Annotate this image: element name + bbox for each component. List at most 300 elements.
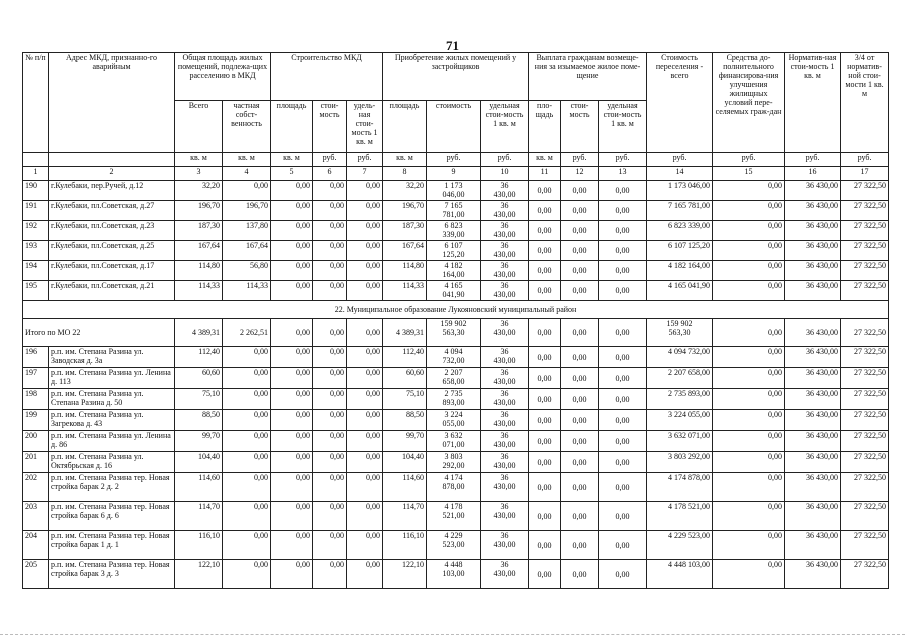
total-area: 187,30 xyxy=(175,221,223,241)
purchase-unit-cost xyxy=(481,221,529,241)
purchase-cost-line2: 732,00 xyxy=(442,356,465,365)
payment-unit-cost: 0,00 xyxy=(599,347,647,368)
total-area: 114,33 xyxy=(175,281,223,301)
norm-cost: 36 430,00 xyxy=(785,452,841,473)
purchase-cost-line2: 046,00 xyxy=(442,190,465,199)
total-area: 104,40 xyxy=(175,452,223,473)
purchase-unit-cost-line1: 36 xyxy=(500,221,509,230)
purchase-cost-line1: 3 224 xyxy=(444,410,463,419)
purchase-unit-cost-line2: 430,00 xyxy=(493,540,516,549)
three-quarters-cost: 27 322,50 xyxy=(841,452,889,473)
purchase-cost xyxy=(427,410,481,431)
column-number: 4 xyxy=(223,167,271,181)
purchase-unit-cost-line1: 36 xyxy=(500,261,509,270)
total-area: 114,60 xyxy=(175,473,223,502)
resettlement-cost: 4 229 523,00 xyxy=(647,531,713,560)
three-quarters-cost: 27 322,50 xyxy=(841,319,889,347)
row-address: р.п. им. Степана Разина ул. Ленина д. 86 xyxy=(49,431,175,452)
resettlement-cost: 7 165 781,00 xyxy=(647,201,713,221)
construction-cost: 0,00 xyxy=(313,221,347,241)
private-area: 0,00 xyxy=(223,181,271,201)
purchase-cost-line1: 4 229 xyxy=(444,531,463,540)
purchase-unit-cost xyxy=(481,181,529,201)
purchase-unit-cost xyxy=(481,431,529,452)
row-number: 192 xyxy=(23,221,49,241)
payment-area: 0,00 xyxy=(529,531,561,560)
purchase-unit-cost-line2: 430,00 xyxy=(493,482,516,491)
payment-area: 0,00 xyxy=(529,221,561,241)
private-area: 0,00 xyxy=(223,531,271,560)
total-area: 114,80 xyxy=(175,261,223,281)
payment-cost: 0,00 xyxy=(561,368,599,389)
purchase-unit-cost xyxy=(481,560,529,589)
section-row xyxy=(23,301,889,319)
payment-cost: 0,00 xyxy=(561,410,599,431)
purchase-unit-cost-line2: 430,00 xyxy=(493,511,516,520)
norm-cost: 36 430,00 xyxy=(785,281,841,301)
payment-area: 0,00 xyxy=(529,181,561,201)
payment-unit-cost: 0,00 xyxy=(599,368,647,389)
column-numbers-row xyxy=(23,167,889,181)
construction-area: 0,00 xyxy=(271,319,313,347)
row-address: р.п. им. Степана Разина тер. Новая стройка барак 1 д. 1 xyxy=(49,531,175,560)
purchase-unit-cost xyxy=(481,201,529,221)
header-payment: Выплата гражданам возмеще-ния за изымаемое жилое поме-щение xyxy=(529,53,647,101)
construction-area: 0,00 xyxy=(271,431,313,452)
row-number: 204 xyxy=(23,531,49,560)
purchase-cost-line2: 125,20 xyxy=(442,250,465,259)
purchase-cost-line2: 103,00 xyxy=(442,569,465,578)
purchase-cost xyxy=(427,531,481,560)
construction-unit-cost: 0,00 xyxy=(347,181,383,201)
table-row xyxy=(23,431,889,452)
purchase-area: 4 389,31 xyxy=(383,319,427,347)
purchase-cost xyxy=(427,347,481,368)
table-row xyxy=(23,241,889,261)
column-number: 6 xyxy=(313,167,347,181)
payment-area: 0,00 xyxy=(529,281,561,301)
table-row xyxy=(23,531,889,560)
page-edge xyxy=(0,634,905,636)
purchase-cost-line1: 7 165 xyxy=(444,201,463,210)
purchase-area: 88,50 xyxy=(383,410,427,431)
norm-cost: 36 430,00 xyxy=(785,473,841,502)
extra-funds: 0,00 xyxy=(713,347,785,368)
unit-cell: кв. м xyxy=(383,153,427,167)
construction-unit-cost: 0,00 xyxy=(347,201,383,221)
construction-cost: 0,00 xyxy=(313,347,347,368)
row-number: 201 xyxy=(23,452,49,473)
purchase-cost-line2: 339,00 xyxy=(442,230,465,239)
unit-cell: кв. м xyxy=(223,153,271,167)
purchase-cost xyxy=(427,452,481,473)
construction-unit-cost: 0,00 xyxy=(347,281,383,301)
construction-cost: 0,00 xyxy=(313,319,347,347)
purchase-cost xyxy=(427,473,481,502)
sub-unit-cost: удельная стои-мость 1 кв. м xyxy=(599,101,647,153)
table-row xyxy=(23,261,889,281)
resettlement-cost: 6 107 125,20 xyxy=(647,241,713,261)
construction-area: 0,00 xyxy=(271,410,313,431)
construction-area: 0,00 xyxy=(271,531,313,560)
resettlement-cost: 4 174 878,00 xyxy=(647,473,713,502)
resettlement-cost: 1 173 046,00 xyxy=(647,181,713,201)
purchase-cost-line1: 3 803 xyxy=(444,452,463,461)
payment-area: 0,00 xyxy=(529,261,561,281)
extra-funds: 0,00 xyxy=(713,368,785,389)
norm-cost: 36 430,00 xyxy=(785,410,841,431)
sub-area: пло-щадь xyxy=(529,101,561,153)
column-number: 10 xyxy=(481,167,529,181)
purchase-unit-cost xyxy=(481,473,529,502)
construction-cost: 0,00 xyxy=(313,261,347,281)
units-row xyxy=(23,153,889,167)
construction-area: 0,00 xyxy=(271,389,313,410)
purchase-cost-line2: 878,00 xyxy=(442,482,465,491)
purchase-unit-cost-line1: 36 xyxy=(500,560,509,569)
construction-area: 0,00 xyxy=(271,221,313,241)
purchase-cost-line2: 055,00 xyxy=(442,419,465,428)
construction-area: 0,00 xyxy=(271,241,313,261)
private-area: 0,00 xyxy=(223,347,271,368)
payment-unit-cost: 0,00 xyxy=(599,560,647,589)
norm-cost: 36 430,00 xyxy=(785,319,841,347)
purchase-unit-cost-line1: 36 xyxy=(500,473,509,482)
three-quarters-cost: 27 322,50 xyxy=(841,261,889,281)
purchase-unit-cost-line2: 430,00 xyxy=(493,419,516,428)
purchase-unit-cost-line1: 36 xyxy=(500,368,509,377)
purchase-unit-cost xyxy=(481,502,529,531)
private-area: 0,00 xyxy=(223,473,271,502)
row-address: г.Кулебаки, пер.Ручей, д.12 xyxy=(49,181,175,201)
purchase-cost-line1: 4 448 xyxy=(444,560,463,569)
total-area: 88,50 xyxy=(175,410,223,431)
purchase-cost-line1: 3 632 xyxy=(444,431,463,440)
purchase-cost-line1: 4 174 xyxy=(444,473,463,482)
private-area: 56,80 xyxy=(223,261,271,281)
total-area: 122,10 xyxy=(175,560,223,589)
row-number: 205 xyxy=(23,560,49,589)
purchase-unit-cost-line1: 36 xyxy=(500,281,509,290)
payment-cost: 0,00 xyxy=(561,261,599,281)
construction-cost: 0,00 xyxy=(313,281,347,301)
table-row xyxy=(23,473,889,502)
row-address: г.Кулебаки, пл.Советская, д.27 xyxy=(49,201,175,221)
three-quarters-cost: 27 322,50 xyxy=(841,281,889,301)
payment-unit-cost: 0,00 xyxy=(599,452,647,473)
purchase-cost-line1: 6 107 xyxy=(444,241,463,250)
sub-area: площадь xyxy=(383,101,427,153)
payment-cost: 0,00 xyxy=(561,452,599,473)
purchase-unit-cost-line1: 36 xyxy=(500,347,509,356)
row-address: р.п. им. Степана Разина тер. Новая стройка барак 6 д. 6 xyxy=(49,502,175,531)
row-address: г.Кулебаки, пл.Советская, д.23 xyxy=(49,221,175,241)
table-row xyxy=(23,347,889,368)
purchase-cost-line1: 1 173 xyxy=(444,181,463,190)
row-number: 202 xyxy=(23,473,49,502)
purchase-cost-line2: 164,00 xyxy=(442,270,465,279)
construction-cost: 0,00 xyxy=(313,452,347,473)
purchase-cost xyxy=(427,319,481,347)
purchase-area: 122,10 xyxy=(383,560,427,589)
construction-cost: 0,00 xyxy=(313,368,347,389)
purchase-unit-cost-line2: 430,00 xyxy=(493,440,516,449)
resettlement-cost: 4 165 041,90 xyxy=(647,281,713,301)
unit-cell: руб. xyxy=(313,153,347,167)
three-quarters-cost: 27 322,50 xyxy=(841,531,889,560)
payment-unit-cost: 0,00 xyxy=(599,531,647,560)
row-address: р.п. им. Степана Разина ул. Ленина д. 113 xyxy=(49,368,175,389)
table-row xyxy=(23,221,889,241)
three-quarters-cost: 27 322,50 xyxy=(841,221,889,241)
payment-cost: 0,00 xyxy=(561,221,599,241)
header-norm-cost: Норматив-ная стои-мость 1 кв. м xyxy=(785,53,841,153)
construction-cost: 0,00 xyxy=(313,431,347,452)
row-number: 200 xyxy=(23,431,49,452)
construction-area: 0,00 xyxy=(271,201,313,221)
payment-unit-cost: 0,00 xyxy=(599,181,647,201)
row-address: р.п. им. Степана Разина ул. Загрекова д. 43 xyxy=(49,410,175,431)
column-number: 15 xyxy=(713,167,785,181)
construction-cost: 0,00 xyxy=(313,241,347,261)
payment-area: 0,00 xyxy=(529,502,561,531)
purchase-area: 104,40 xyxy=(383,452,427,473)
purchase-cost xyxy=(427,389,481,410)
row-address: г.Кулебаки, пл.Советская, д.21 xyxy=(49,281,175,301)
unit-cell: руб. xyxy=(841,153,889,167)
private-area: 0,00 xyxy=(223,560,271,589)
purchase-cost-line2: 781,00 xyxy=(442,210,465,219)
resettlement-cost xyxy=(647,319,713,347)
payment-cost: 0,00 xyxy=(561,389,599,410)
resettlement-cost-line1: 159 902 xyxy=(666,319,693,328)
resettlement-cost: 3 803 292,00 xyxy=(647,452,713,473)
three-quarters-cost: 27 322,50 xyxy=(841,368,889,389)
header-extra-funds: Средства до-полнительного финансирова-ния улучшения жилищных условий пере-селяемых граж-дан xyxy=(713,53,785,153)
payment-unit-cost: 0,00 xyxy=(599,281,647,301)
purchase-unit-cost-line2: 430,00 xyxy=(493,190,516,199)
unit-cell: руб. xyxy=(561,153,599,167)
row-address: г.Кулебаки, пл.Советская, д.25 xyxy=(49,241,175,261)
sub-area: площадь xyxy=(271,101,313,153)
purchase-cost-line2: 292,00 xyxy=(442,461,465,470)
table-row xyxy=(23,502,889,531)
unit-cell: руб. xyxy=(785,153,841,167)
norm-cost: 36 430,00 xyxy=(785,531,841,560)
three-quarters-cost: 27 322,50 xyxy=(841,347,889,368)
construction-area: 0,00 xyxy=(271,502,313,531)
total-area: 114,70 xyxy=(175,502,223,531)
construction-cost: 0,00 xyxy=(313,560,347,589)
row-number: 191 xyxy=(23,201,49,221)
purchase-cost-line1: 4 182 xyxy=(444,261,463,270)
purchase-unit-cost-line2: 430,00 xyxy=(493,569,516,578)
extra-funds: 0,00 xyxy=(713,452,785,473)
purchase-unit-cost xyxy=(481,261,529,281)
purchase-unit-cost-line1: 36 xyxy=(500,201,509,210)
purchase-cost-line1: 4 178 xyxy=(444,502,463,511)
extra-funds: 0,00 xyxy=(713,241,785,261)
resettlement-cost: 4 182 164,00 xyxy=(647,261,713,281)
purchase-unit-cost xyxy=(481,281,529,301)
private-area: 2 262,51 xyxy=(223,319,271,347)
private-area: 0,00 xyxy=(223,431,271,452)
table-row xyxy=(23,410,889,431)
extra-funds: 0,00 xyxy=(713,560,785,589)
norm-cost: 36 430,00 xyxy=(785,221,841,241)
row-number: 196 xyxy=(23,347,49,368)
sub-total: Всего xyxy=(175,101,223,153)
table-row xyxy=(23,181,889,201)
purchase-unit-cost-line1: 36 xyxy=(500,410,509,419)
payment-unit-cost: 0,00 xyxy=(599,201,647,221)
extra-funds: 0,00 xyxy=(713,201,785,221)
resettlement-cost: 3 224 055,00 xyxy=(647,410,713,431)
private-area: 0,00 xyxy=(223,410,271,431)
construction-cost: 0,00 xyxy=(313,181,347,201)
purchase-unit-cost-line2: 430,00 xyxy=(493,250,516,259)
purchase-area: 114,70 xyxy=(383,502,427,531)
purchase-unit-cost xyxy=(481,347,529,368)
construction-unit-cost: 0,00 xyxy=(347,431,383,452)
payment-unit-cost: 0,00 xyxy=(599,410,647,431)
extra-funds: 0,00 xyxy=(713,319,785,347)
total-area: 32,20 xyxy=(175,181,223,201)
purchase-cost-line2: 563,30 xyxy=(442,328,465,337)
purchase-unit-cost xyxy=(481,410,529,431)
purchase-unit-cost xyxy=(481,452,529,473)
payment-area: 0,00 xyxy=(529,473,561,502)
sub-unit-cost: удельная стои-мость 1 кв. м xyxy=(481,101,529,153)
three-quarters-cost: 27 322,50 xyxy=(841,201,889,221)
construction-unit-cost: 0,00 xyxy=(347,368,383,389)
header-construction: Строительство МКД xyxy=(271,53,383,101)
purchase-cost-line1: 4 165 xyxy=(444,281,463,290)
payment-area: 0,00 xyxy=(529,319,561,347)
table-row xyxy=(23,368,889,389)
purchase-area: 114,33 xyxy=(383,281,427,301)
construction-unit-cost: 0,00 xyxy=(347,473,383,502)
resettlement-cost: 2 735 893,00 xyxy=(647,389,713,410)
payment-area: 0,00 xyxy=(529,201,561,221)
payment-unit-cost: 0,00 xyxy=(599,389,647,410)
private-area: 0,00 xyxy=(223,502,271,531)
purchase-unit-cost xyxy=(481,389,529,410)
column-number: 13 xyxy=(599,167,647,181)
private-area: 137,80 xyxy=(223,221,271,241)
purchase-cost xyxy=(427,560,481,589)
payment-cost: 0,00 xyxy=(561,281,599,301)
purchase-cost-line1: 4 094 xyxy=(444,347,463,356)
extra-funds: 0,00 xyxy=(713,531,785,560)
purchase-unit-cost-line1: 36 xyxy=(500,531,509,540)
purchase-area: 99,70 xyxy=(383,431,427,452)
private-area: 196,70 xyxy=(223,201,271,221)
payment-unit-cost: 0,00 xyxy=(599,502,647,531)
sub-cost: стои-мость xyxy=(561,101,599,153)
payment-cost: 0,00 xyxy=(561,347,599,368)
purchase-cost-line1: 159 902 xyxy=(440,319,467,328)
payment-cost: 0,00 xyxy=(561,431,599,452)
three-quarters-cost: 27 322,50 xyxy=(841,181,889,201)
construction-cost: 0,00 xyxy=(313,201,347,221)
resettlement-table xyxy=(22,52,889,589)
extra-funds: 0,00 xyxy=(713,502,785,531)
column-number: 8 xyxy=(383,167,427,181)
extra-funds: 0,00 xyxy=(713,389,785,410)
construction-area: 0,00 xyxy=(271,261,313,281)
row-number: 193 xyxy=(23,241,49,261)
purchase-unit-cost-line2: 430,00 xyxy=(493,270,516,279)
extra-funds: 0,00 xyxy=(713,473,785,502)
purchase-area: 75,10 xyxy=(383,389,427,410)
purchase-unit-cost-line2: 430,00 xyxy=(493,328,516,337)
payment-area: 0,00 xyxy=(529,368,561,389)
header-total-area: Общая площадь жилых помещений, подлежа-щих расселению в МКД xyxy=(175,53,271,101)
header-purchase: Приобретение жилых помещений у застройщиков xyxy=(383,53,529,101)
construction-unit-cost: 0,00 xyxy=(347,410,383,431)
norm-cost: 36 430,00 xyxy=(785,560,841,589)
construction-area: 0,00 xyxy=(271,452,313,473)
row-address: р.п. им. Степана Разина ул. Степана Разина д. 50 xyxy=(49,389,175,410)
resettlement-cost: 6 823 339,00 xyxy=(647,221,713,241)
payment-area: 0,00 xyxy=(529,347,561,368)
construction-area: 0,00 xyxy=(271,473,313,502)
column-number: 5 xyxy=(271,167,313,181)
norm-cost: 36 430,00 xyxy=(785,368,841,389)
purchase-unit-cost-line2: 430,00 xyxy=(493,377,516,386)
sub-private: частная собст-венность xyxy=(223,101,271,153)
purchase-cost xyxy=(427,281,481,301)
purchase-cost-line2: 523,00 xyxy=(442,540,465,549)
column-number: 9 xyxy=(427,167,481,181)
header-no: № п/п xyxy=(23,53,49,153)
construction-unit-cost: 0,00 xyxy=(347,319,383,347)
total-area: 196,70 xyxy=(175,201,223,221)
extra-funds: 0,00 xyxy=(713,410,785,431)
total-row xyxy=(23,319,889,347)
construction-unit-cost: 0,00 xyxy=(347,347,383,368)
table-row xyxy=(23,201,889,221)
unit-cell: руб. xyxy=(427,153,481,167)
header-address: Адрес МКД, признанно-го аварийным xyxy=(49,53,175,153)
header-cost: Стоимость переселения - всего xyxy=(647,53,713,153)
payment-cost: 0,00 xyxy=(561,201,599,221)
column-number: 3 xyxy=(175,167,223,181)
payment-unit-cost: 0,00 xyxy=(599,241,647,261)
norm-cost: 36 430,00 xyxy=(785,261,841,281)
resettlement-cost: 4 178 521,00 xyxy=(647,502,713,531)
payment-area: 0,00 xyxy=(529,241,561,261)
purchase-unit-cost-line2: 430,00 xyxy=(493,230,516,239)
payment-area: 0,00 xyxy=(529,452,561,473)
purchase-unit-cost-line2: 430,00 xyxy=(493,210,516,219)
norm-cost: 36 430,00 xyxy=(785,347,841,368)
payment-unit-cost: 0,00 xyxy=(599,261,647,281)
three-quarters-cost: 27 322,50 xyxy=(841,473,889,502)
sub-cost: стоимость xyxy=(427,101,481,153)
unit-cell: руб. xyxy=(599,153,647,167)
purchase-cost xyxy=(427,241,481,261)
row-number: 203 xyxy=(23,502,49,531)
purchase-area: 60,60 xyxy=(383,368,427,389)
unit-cell: руб. xyxy=(347,153,383,167)
resettlement-cost: 3 632 071,00 xyxy=(647,431,713,452)
payment-unit-cost: 0,00 xyxy=(599,221,647,241)
private-area: 0,00 xyxy=(223,368,271,389)
purchase-unit-cost-line1: 36 xyxy=(500,452,509,461)
total-area: 4 389,31 xyxy=(175,319,223,347)
